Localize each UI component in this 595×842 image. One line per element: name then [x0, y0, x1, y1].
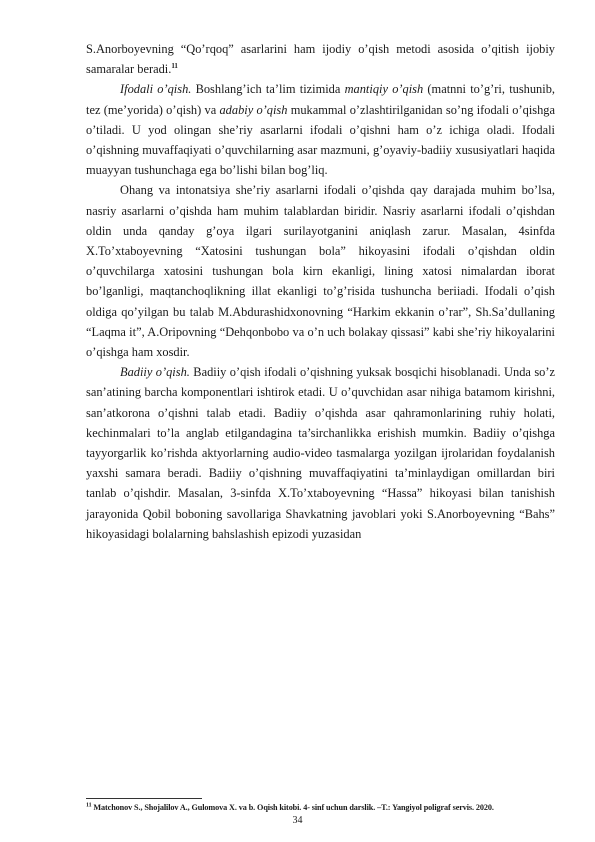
section-lead-badiiy-oqish: Badiiy o’qish.	[120, 365, 190, 380]
paragraph-ifodali-oqish	[86, 79, 555, 180]
paragraph-badiiy-oqish	[86, 362, 555, 544]
footnote-separator	[86, 798, 202, 799]
paragraph-ohang-intonatsiya: Ohang va intonatsiya she’riy asarlarni ifodali o’qishda qay darajada muhim bo’lsa, nasriy asarlarni o’qishda ham muhim talablardan biridir. Nasriy asarlarni ifodali o’qishdan oldin unda qanday g’oya ilgari surilayotganini aniqlash zarur. Masalan, 4sinfda X.To’xtaboyevning “Xatosini tushungan bola” hikoyasini ifodali o’qishdan oldin o’quvchilarga xatosini tushungan bola kirn ekanligi, lining xatosi nimalardan iborat bo’lganligi, maqtanchoqlikning illat ekanligi to’g’risida tushuncha beriiadi. Ifodali o’qish oldiga qo’yilgan bu talab M.Abdurashidxonovning “Harkim ekkanin o’rar”, Sh.Sa’dullaning “Laqma it”, A.Oripovning “Dehqonbobo va o’n uch bolakay qissasi” kabi she’riy hikoyalarini o’qishga ham xosdir.	[86, 183, 555, 360]
paragraph-1	[86, 39, 555, 79]
term-mantiqiy-oqish: mantiqiy o’qish	[344, 82, 424, 97]
paragraph-1-text: S.Anorboyevning “Qo’rqoq” asarlarini ham ijodiy o’qish metodi asosida o’qitish ijobiy samaralar beradi.	[86, 42, 555, 77]
paragraph-2-text-b: (matnni to’g’ri, tushunib, tez (me’yorida) o’qish) va	[86, 82, 555, 117]
footnote-text: Matchonov S., Shojalilov A., Gulomova X. va b. Oqish kitobi. 4- sinf uchun darslik. –T.: Yangiyol poligraf servis. 2020.	[91, 803, 494, 812]
paragraph-4-text: Badiiy o’qish ifodali o’qishning yuksak bosqichi hisoblanadi. Unda so’z san’atining barcha komponentlari ishtirok etadi. U o’quvchidan asar nihiga batamom kirishni, san’atkorona o’qishni talab etadi. Badiiy o’qishda asar qahramonlarining ruhiy holati, kechinmalari to’la anglab etilgandagina ta’sirchanlikka erishish mumkin. Badiiy o’qishga tayyorgarlik ko’rishda aktyorlarning audio-video tasmalarga yozilgan ijrolaridan foydalanish yaxshi samara beradi. Badiiy o’qishning muvaffaqiyatini ta’minlaydigan omillardan biri tanlab o’qishdir. Masalan, 3-sinfda X.To’xtaboyevning “Hassa” hikoyasi bilan tanishish jarayonida Qobil boboning savollariga Shavkatning javoblari yoki S.Anorboyevning “Bahs” hikoyasidagi bolalarning bahslashish epizodi yuzasidan	[86, 365, 555, 541]
footnote-reference[interactable]: 11	[171, 62, 178, 71]
term-adabiy-oqish: adabiy o’qish	[219, 102, 288, 117]
paragraph-2-text-a: Boshlang’ich ta’lim tizimida	[191, 82, 345, 97]
footnote-number: 11	[86, 802, 92, 809]
page-body	[86, 39, 555, 544]
paragraph-2-text-c: mukammal o’zlashtirilganidan so’ng ifodali o’qishga o’tiladi. U yod olingan she’riy asarlarni ifodali o’qishni ham o’z ichiga oladi. Ifodali o’qishning muvaffaqiyati o’quvchilarning asar mazmuni, g’oyaviy-badiiy xususiyatlari haqida muayyan tushunchaga ega bo’lishi bilan bog’liq.	[86, 102, 555, 178]
footnote	[86, 802, 555, 814]
section-lead-ifodali-oqish: Ifodali o’qish.	[120, 82, 192, 97]
page-number: 34	[292, 815, 303, 826]
